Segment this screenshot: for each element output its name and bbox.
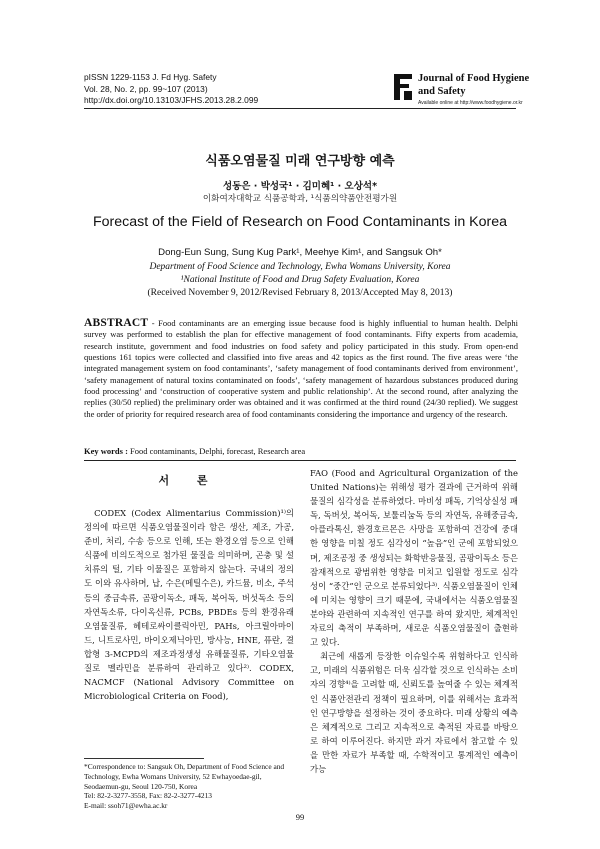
- section-heading: 서 론: [158, 474, 220, 487]
- english-title: Forecast of the Field of Research on Food Contaminants in Korea: [92, 214, 508, 230]
- english-affiliation-1: Department of Food Science and Technology, Ewha Womans University, Korea: [149, 262, 451, 272]
- journal-header-info: [84, 72, 258, 107]
- journal-mark-icon: [392, 72, 414, 102]
- footnote-address: *Correspondence to: Sangsuk Oh, Department of Food Science and Technology, Ewha Womans University, 52 Ewhayoedae-gil, Seodaemun-gu, Seoul 120-750, Korea: [84, 762, 285, 791]
- korean-affiliation: 이화여자대학교 식품공학과, ¹식품의약품안전평가원: [202, 194, 398, 204]
- body-paragraph: 최근에 새롭게 등장한 이슈일수록 위험하다고 인식하고, 미래의 식품위험은 더욱 심각할 것으로 인식하는 소비자의 경향⁴⁾을 고려할 때, 신뢰도를 높여줄 수 있는 체계적인 식품안전관리 정책이 필요하며, 이를 위해서는 효과적인 연구방향을 설정하는 것이 중요하다. 미래 상황의 예측은 체계적으로 그리고 지속적으로 축적된 자료를 바탕으로 하여 이루어진다. 하지만 과거 자료에서 참고할 수 있을 만한 자료가 부족할 때, 수학적이고 통계적인 예측이 가능: [310, 651, 518, 774]
- abstract: [84, 318, 518, 420]
- body-column-right: [310, 466, 518, 776]
- korean-authors: 성동은 · 박성국¹ · 김미혜¹ · 오상석*: [222, 181, 378, 192]
- body-column-left: [84, 506, 294, 703]
- abstract-text: - Food contaminants are an emerging issue because food is highly influential to human health. Delphi survey was performed to establish the plan for effective management of food contaminants. Fifty experts from academia, research institute, government and food industries on food safety and policy participated in this study. From open-end questions 161 topics were collected and classified into five areas and 42 topics as the first round. The five areas were ‘the integrated management system on food contaminants’, ‘safety management of food contaminants derived from environment’, ‘safety management of natural toxins contaminated on foods’, ‘safety management of hazardous substances produced during food processing’ and ‘construction of cooperative system and public relationship’. At the second round, after analyzing the replies (30/50 replied) the preliminary order was obtained and it was confirmed at the third round (24/30 replied). We suggest the order of priority for required research area of food contaminants considering the importance and urgency of the research.: [84, 318, 518, 419]
- issn-line: pISSN 1229-1153 J. Fd Hyg. Safety: [84, 72, 217, 82]
- correspondence-footnote: [84, 762, 298, 811]
- doi-link[interactable]: http://dx.doi.org/10.13103/JFHS.2013.28.2.099: [84, 95, 259, 105]
- english-affiliation-2: ¹National Institute of Food and Drug Safety Evaluation, Korea: [180, 275, 420, 285]
- abstract-divider: [84, 460, 516, 461]
- korean-title: 식품오염물질 미래 연구방향 예측: [205, 154, 395, 169]
- journal-url[interactable]: Available online at http://www.foodhygiene.or.kr: [418, 100, 523, 106]
- footnote-phone: Tel: 82-2-3277-3558, Fax: 82-2-3277-4213: [84, 791, 212, 801]
- page-number: 99: [295, 812, 305, 822]
- body-paragraph: CODEX (Codex Alimentarius Commission)¹⁾의 정의에 따르면 식품오염물질이라 함은 생산, 제조, 가공, 준비, 처리, 수송 등으로 인해, 또는 환경오염 등으로 인해 식품에 비의도적으로 첨가된 물질을 의미하며, 곤충 및 설치류의 털, 기타 이물질은 포함하지 않는다. 국내의 정의도 이와 유사하며, 납, 수은(메틸수은), 카드뮴, 비소, 주석 등의 중금속류, 곰팡이독소, 패독, 복어독, 버섯독소 등의 자연독소류, 다이옥신류, PCBs, PBDEs 등의 환경유래오염물질류, 헤테로싸이클릭아민, PAHs, 아크릴아마이드, 니트로사민, 바이오제닉아민, 방사능, HNE, 퓨란, 결합형 3-MCPD의 제조과정생성 유해물질류, 기타오염물질로 멜라민을 분류하여 관리하고 있다²⁾. CODEX, NACMCF (National Advisory Committee on Microbiological Criteria on Food),: [84, 508, 294, 702]
- english-authors: Dong-Eun Sung, Sung Kug Park¹, Meehye Kim¹, and Sangsuk Oh*: [158, 247, 442, 258]
- received-dates: (Received November 9, 2012/Revised February 8, 2013/Accepted May 8, 2013): [147, 288, 453, 298]
- journal-title: Journal of Food Hygiene and Safety: [418, 73, 530, 97]
- keywords: [84, 446, 518, 456]
- footnote-email[interactable]: E-mail: ssoh71@ewha.ac.kr: [84, 801, 168, 811]
- abstract-label: ABSTRACT: [84, 317, 149, 329]
- footnote-divider: [84, 758, 204, 759]
- header-divider: [84, 108, 516, 109]
- body-paragraph: FAO (Food and Agricultural Organization of the United Nations)는 위해성 평가 결과에 근거하여 위해물질의 심각성을 분류하였다. 마비성 패독, 기억상실성 패독, 독버섯, 복어독, 보툴리눔독 등의 자연독, 유해중금속, 아플라톡신, 환경호르몬은 사망을 포함하여 건강에 중대한 영향을 미칠 정도 심각성이 “높음”인 군에 포함되었으며, 제조공정 중 생성되는 화학반응물질, 곰팡이독소 등은 잠재적으로 광범위한 영향을 미치고 입원할 정도로 심각성이 “중간”인 군으로 분류되었다³⁾. 식품오염물질이 인체에 미치는 영향이 크기 때문에, 국내에서는 식품오염물질 분야와 관련하여 지속적인 연구를 하여 왔지만, 체계적인 자료의 축적이 부족하며, 새로운 식품오염물질이 출현하고 있다.: [310, 468, 518, 648]
- journal-logo: [392, 71, 530, 107]
- keywords-label: Key words :: [84, 446, 128, 456]
- volume-line: Vol. 28, No. 2, pp. 99~107 (2013): [84, 83, 208, 94]
- keywords-text: Food contaminants, Delphi, forecast, Research area: [127, 446, 306, 456]
